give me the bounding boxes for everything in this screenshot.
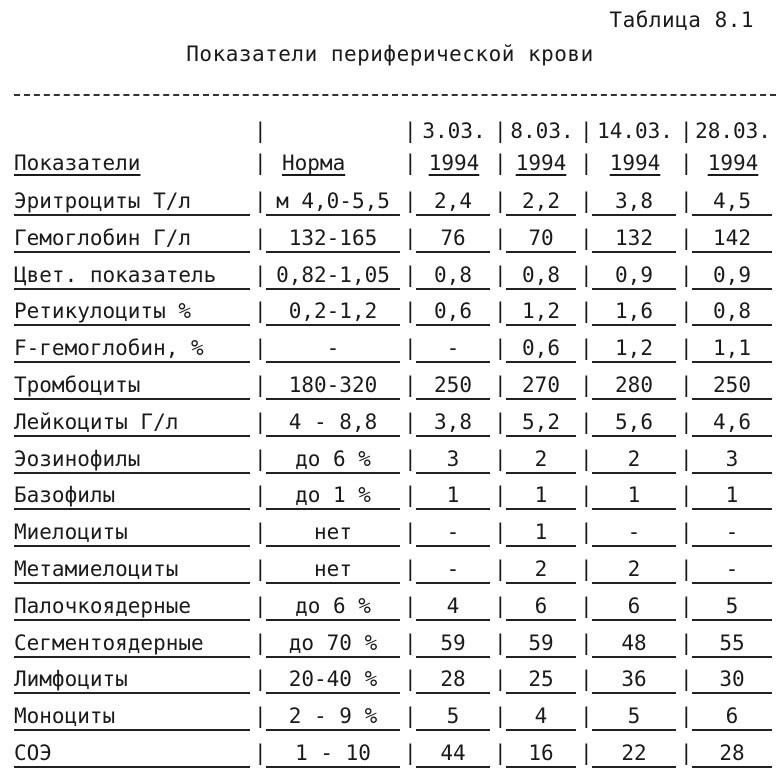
row-value-3: 36: [592, 666, 676, 694]
cell-separator: |: [404, 299, 417, 324]
table-title: Показатели периферической крови: [186, 42, 594, 66]
table-caption: Таблица 8.1: [609, 8, 754, 32]
row-value-1: -: [416, 519, 490, 547]
cell-separator: |: [680, 741, 693, 765]
cell-separator: |: [494, 446, 507, 471]
date-header-3: 14.03.: [597, 119, 673, 143]
row-name: Эритроциты Т/л: [14, 188, 250, 216]
cell-separator: |: [404, 520, 417, 545]
row-norm: 20-40 %: [266, 666, 400, 694]
row-value-3: 0,9: [592, 262, 676, 290]
cell-separator: |: [254, 483, 267, 508]
cell-separator: |: [680, 667, 693, 692]
cell-separator: |: [494, 189, 507, 213]
row-value-3: 3,8: [592, 188, 676, 216]
cell-separator: |: [494, 373, 507, 397]
row-norm: 0,82-1,05: [266, 262, 400, 290]
row-value-2: 1,2: [506, 298, 576, 326]
row-value-2: 270: [506, 372, 576, 400]
row-norm: м 4,0-5,5: [266, 188, 400, 216]
row-value-4: 142: [692, 225, 772, 253]
cell-separator: |: [404, 557, 417, 581]
row-value-2: 2: [506, 446, 576, 474]
cell-separator: |: [404, 483, 417, 508]
cell-separator: |: [254, 667, 267, 692]
row-norm: нет: [266, 519, 400, 547]
cell-separator: |: [680, 446, 693, 471]
date-header-1: 3.03.: [422, 119, 486, 143]
row-value-1: -: [416, 556, 490, 584]
row-value-3: 5,6: [592, 409, 676, 437]
row-value-4: 30: [692, 666, 772, 694]
cell-separator: |: [680, 409, 693, 434]
header-separator: |: [680, 151, 693, 175]
table-row: [0, 703, 780, 739]
cell-separator: |: [680, 593, 693, 618]
cell-separator: |: [494, 299, 507, 324]
row-value-2: 6: [506, 593, 576, 621]
cell-separator: |: [254, 336, 267, 361]
cell-separator: |: [404, 189, 417, 213]
row-norm: до 70 %: [266, 630, 400, 658]
cell-separator: |: [680, 299, 693, 324]
row-value-4: 0,9: [692, 262, 772, 290]
row-value-2: 1: [506, 482, 576, 510]
row-value-2: 2: [506, 556, 576, 584]
row-value-2: 5,2: [506, 409, 576, 437]
cell-separator: |: [254, 446, 267, 471]
row-value-2: 16: [506, 740, 576, 768]
header-separator: |: [494, 151, 507, 175]
cell-separator: |: [494, 409, 507, 434]
row-value-3: 280: [592, 372, 676, 400]
table-row: [0, 482, 780, 518]
year-header-3: 1994: [609, 151, 661, 175]
cell-separator: |: [580, 225, 593, 250]
row-name: Эозинофилы: [14, 446, 250, 474]
cell-separator: |: [404, 409, 417, 434]
row-value-1: 0,8: [416, 262, 490, 290]
table-row: [0, 630, 780, 666]
date-header-2: 8.03.: [510, 119, 574, 143]
cell-separator: |: [680, 225, 693, 250]
row-norm: -: [266, 335, 400, 363]
table-row: [0, 262, 780, 298]
year-header-2: 1994: [515, 151, 567, 175]
cell-separator: |: [254, 189, 267, 213]
cell-separator: |: [680, 373, 693, 397]
table-row: [0, 593, 780, 629]
table-row: [0, 556, 780, 592]
row-value-4: 5: [692, 593, 772, 621]
row-value-3: 22: [592, 740, 676, 768]
column-header-norm: Норма: [282, 151, 346, 175]
row-name: Сегментоядерные: [14, 630, 250, 658]
cell-separator: |: [680, 630, 693, 655]
cell-separator: |: [254, 593, 267, 618]
row-value-4: 4,6: [692, 409, 772, 437]
row-value-3: 1,6: [592, 298, 676, 326]
table-row: [0, 666, 780, 702]
header-separator: |: [404, 119, 417, 143]
cell-separator: |: [404, 336, 417, 361]
row-value-1: 0,6: [416, 298, 490, 326]
table-row: [0, 298, 780, 334]
cell-separator: |: [680, 189, 693, 213]
row-value-4: 1,1: [692, 335, 772, 363]
row-name: СОЭ: [14, 740, 250, 768]
cell-separator: |: [580, 373, 593, 397]
row-name: Гемоглобин Г/л: [14, 225, 250, 253]
row-value-3: 1: [592, 482, 676, 510]
row-value-4: 3: [692, 446, 772, 474]
table-row: [0, 335, 780, 371]
header-separator: |: [580, 151, 593, 175]
row-name: Тромбоциты: [14, 372, 250, 400]
cell-separator: |: [580, 741, 593, 765]
row-name: Базофилы: [14, 482, 250, 510]
cell-separator: |: [254, 299, 267, 324]
header-separator: |: [494, 119, 507, 143]
cell-separator: |: [680, 520, 693, 545]
cell-separator: |: [580, 630, 593, 655]
cell-separator: |: [580, 667, 593, 692]
cell-separator: |: [580, 262, 593, 287]
table-row: [0, 740, 780, 776]
row-name: Палочкоядерные: [14, 593, 250, 621]
cell-separator: |: [404, 704, 417, 729]
row-value-1: 59: [416, 630, 490, 658]
row-value-2: 59: [506, 630, 576, 658]
row-value-1: 3,8: [416, 409, 490, 437]
cell-separator: |: [404, 630, 417, 655]
row-value-1: 2,4: [416, 188, 490, 216]
cell-separator: |: [580, 704, 593, 729]
row-norm: до 1 %: [266, 482, 400, 510]
cell-separator: |: [494, 483, 507, 508]
cell-separator: |: [580, 520, 593, 545]
row-value-1: 250: [416, 372, 490, 400]
row-name: Моноциты: [14, 703, 250, 731]
row-value-3: 1,2: [592, 335, 676, 363]
row-value-1: 28: [416, 666, 490, 694]
table-row: [0, 225, 780, 261]
column-header-name: Показатели: [14, 151, 141, 175]
row-norm: до 6 %: [266, 593, 400, 621]
row-value-2: 0,8: [506, 262, 576, 290]
cell-separator: |: [494, 667, 507, 692]
cell-separator: |: [680, 557, 693, 581]
row-value-4: 28: [692, 740, 772, 768]
table-row: [0, 372, 780, 408]
cell-separator: |: [580, 557, 593, 581]
header-separator: |: [254, 151, 267, 175]
table-row: [0, 409, 780, 445]
row-name: F-гемоглобин, %: [14, 335, 250, 363]
header-separator: |: [404, 151, 417, 175]
row-value-1: -: [416, 335, 490, 363]
row-value-3: 132: [592, 225, 676, 253]
date-header-4: 28.03.: [695, 119, 771, 143]
cell-separator: |: [580, 336, 593, 361]
row-value-4: 55: [692, 630, 772, 658]
row-value-2: 70: [506, 225, 576, 253]
cell-separator: |: [404, 667, 417, 692]
row-norm: 180-320: [266, 372, 400, 400]
cell-separator: |: [494, 336, 507, 361]
header-separator: |: [254, 119, 267, 143]
row-value-4: -: [692, 519, 772, 547]
row-value-1: 4: [416, 593, 490, 621]
cell-separator: |: [254, 373, 267, 397]
row-norm: 132-165: [266, 225, 400, 253]
row-value-3: 2: [592, 446, 676, 474]
year-header-1: 1994: [428, 151, 480, 175]
cell-separator: |: [404, 741, 417, 765]
cell-separator: |: [494, 704, 507, 729]
row-value-4: -: [692, 556, 772, 584]
cell-separator: |: [494, 225, 507, 250]
row-name: Лейкоциты Г/л: [14, 409, 250, 437]
row-value-3: -: [592, 519, 676, 547]
cell-separator: |: [494, 262, 507, 287]
row-norm: 2 - 9 %: [266, 703, 400, 731]
cell-separator: |: [580, 446, 593, 471]
row-norm: до 6 %: [266, 446, 400, 474]
row-norm: 1 - 10: [266, 740, 400, 768]
row-name: Миелоциты: [14, 519, 250, 547]
cell-separator: |: [494, 520, 507, 545]
row-norm: 0,2-1,2: [266, 298, 400, 326]
row-value-4: 1: [692, 482, 772, 510]
row-value-4: 4,5: [692, 188, 772, 216]
cell-separator: |: [254, 225, 267, 250]
cell-separator: |: [680, 704, 693, 729]
row-norm: 4 - 8,8: [266, 409, 400, 437]
cell-separator: |: [580, 299, 593, 324]
cell-separator: |: [580, 409, 593, 434]
cell-separator: |: [404, 446, 417, 471]
cell-separator: |: [404, 225, 417, 250]
cell-separator: |: [680, 336, 693, 361]
cell-separator: |: [254, 557, 267, 581]
row-value-1: 44: [416, 740, 490, 768]
row-name: Метамиелоциты: [14, 556, 250, 584]
row-value-4: 0,8: [692, 298, 772, 326]
cell-separator: |: [254, 741, 267, 765]
cell-separator: |: [494, 741, 507, 765]
row-value-2: 0,6: [506, 335, 576, 363]
row-value-4: 250: [692, 372, 772, 400]
cell-separator: |: [404, 262, 417, 287]
cell-separator: |: [254, 630, 267, 655]
cell-separator: |: [580, 593, 593, 618]
row-name: Лимфоциты: [14, 666, 250, 694]
cell-separator: |: [254, 520, 267, 545]
row-name: Ретикулоциты %: [14, 298, 250, 326]
row-name: Цвет. показатель: [14, 262, 250, 290]
row-value-1: 5: [416, 703, 490, 731]
cell-separator: |: [254, 262, 267, 287]
row-value-2: 4: [506, 703, 576, 731]
row-value-3: 48: [592, 630, 676, 658]
row-value-1: 3: [416, 446, 490, 474]
row-value-3: 5: [592, 703, 676, 731]
row-value-2: 1: [506, 519, 576, 547]
cell-separator: |: [494, 557, 507, 581]
row-value-2: 25: [506, 666, 576, 694]
row-value-1: 76: [416, 225, 490, 253]
table-row: [0, 188, 780, 224]
cell-separator: |: [580, 483, 593, 508]
row-value-3: 2: [592, 556, 676, 584]
row-norm: нет: [266, 556, 400, 584]
table-row: [0, 446, 780, 482]
year-header-4: 1994: [707, 151, 759, 175]
cell-separator: |: [254, 704, 267, 729]
table-row: [0, 519, 780, 555]
row-value-3: 6: [592, 593, 676, 621]
cell-separator: |: [580, 189, 593, 213]
header-separator: |: [680, 119, 693, 143]
cell-separator: |: [494, 630, 507, 655]
dashed-divider: [14, 94, 776, 96]
cell-separator: |: [680, 262, 693, 287]
row-value-1: 1: [416, 482, 490, 510]
header-separator: |: [580, 119, 593, 143]
row-value-2: 2,2: [506, 188, 576, 216]
cell-separator: |: [680, 483, 693, 508]
cell-separator: |: [404, 593, 417, 618]
cell-separator: |: [494, 593, 507, 618]
cell-separator: |: [404, 373, 417, 397]
cell-separator: |: [254, 409, 267, 434]
row-value-4: 6: [692, 703, 772, 731]
